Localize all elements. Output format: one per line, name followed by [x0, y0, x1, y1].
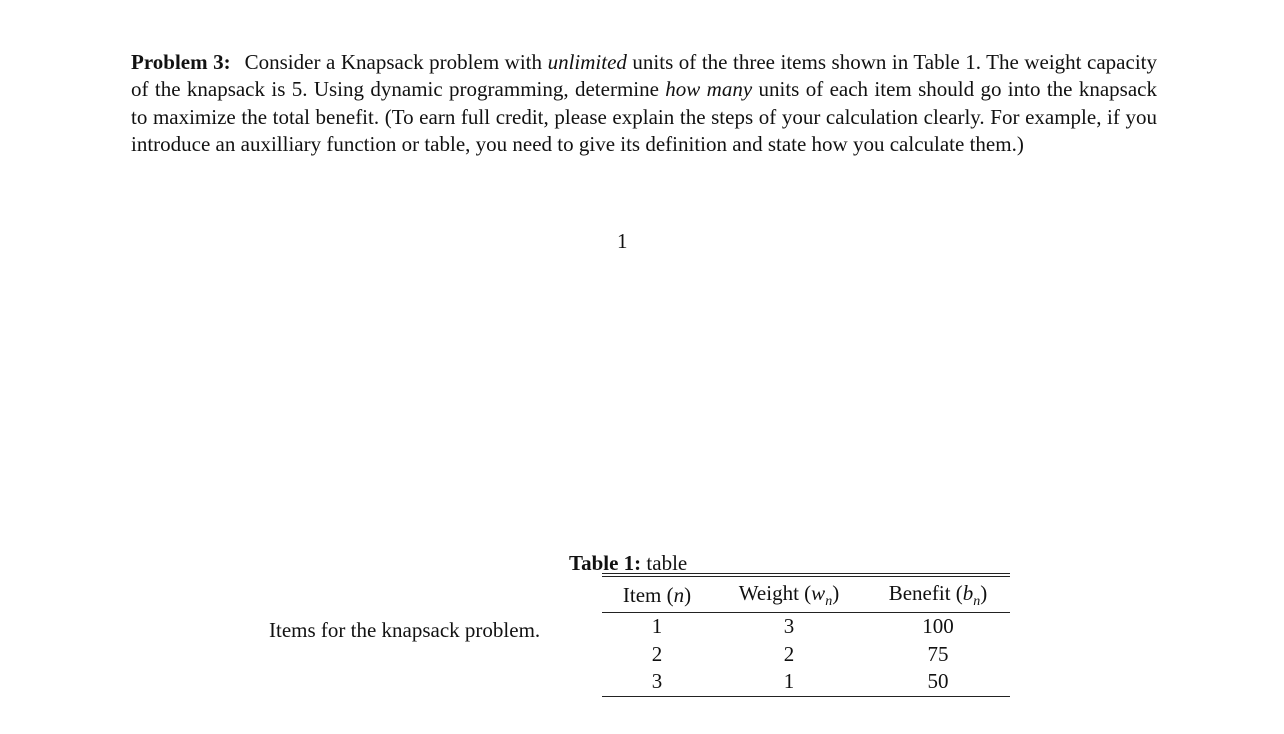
- header-item: Item (n): [602, 577, 712, 613]
- table-side-caption: Items for the knapsack problem.: [269, 618, 541, 642]
- table-caption-text: table: [641, 551, 688, 575]
- page-number: 1: [617, 229, 628, 253]
- cell-weight: 1: [712, 668, 866, 696]
- cell-item: 3: [602, 668, 712, 696]
- table-row: [602, 641, 1010, 669]
- cell-weight: 2: [783, 641, 795, 666]
- cell-benefit: 75: [927, 641, 949, 666]
- items-table-wrapper: [602, 573, 1010, 697]
- problem-statement: [131, 49, 1157, 159]
- table-header-row: [602, 577, 1010, 613]
- table-row: [602, 613, 1010, 641]
- table-row: [602, 668, 1010, 696]
- items-table: [602, 576, 1010, 697]
- problem-label: Problem 3:: [131, 50, 231, 74]
- header-weight: Weight $(w_n)$: [712, 577, 866, 613]
- cell-item: 2: [651, 641, 663, 666]
- table-caption-label: Table 1:: [569, 551, 642, 575]
- problem-text-1: Consider a Knapsack problem with: [244, 50, 548, 74]
- cell-benefit: 100: [922, 614, 954, 639]
- problem-text-3: units of each item should go into the knapsack to maximize the total benefit. (To earn full credit, please explain the steps of your calculation clearly. For example, if you introduce an auxilliary function or table, you need to give its definition and state how you calculate them.): [131, 77, 1157, 157]
- problem-emph-unlimited: unlimited: [547, 50, 627, 74]
- problem-text-2: units of the three items shown in Table 1. The weight capacity of the knapsack is 5. Using dynamic programming, determine: [131, 50, 1157, 102]
- cell-weight: 3: [783, 614, 795, 639]
- header-benefit: Benefit $(b_n)$: [866, 577, 1010, 613]
- problem-emph-how-many: how many: [665, 77, 753, 102]
- cell-item: 1: [651, 614, 663, 639]
- cell-benefit: 50: [866, 668, 1010, 696]
- table-top-rule: [602, 573, 1010, 574]
